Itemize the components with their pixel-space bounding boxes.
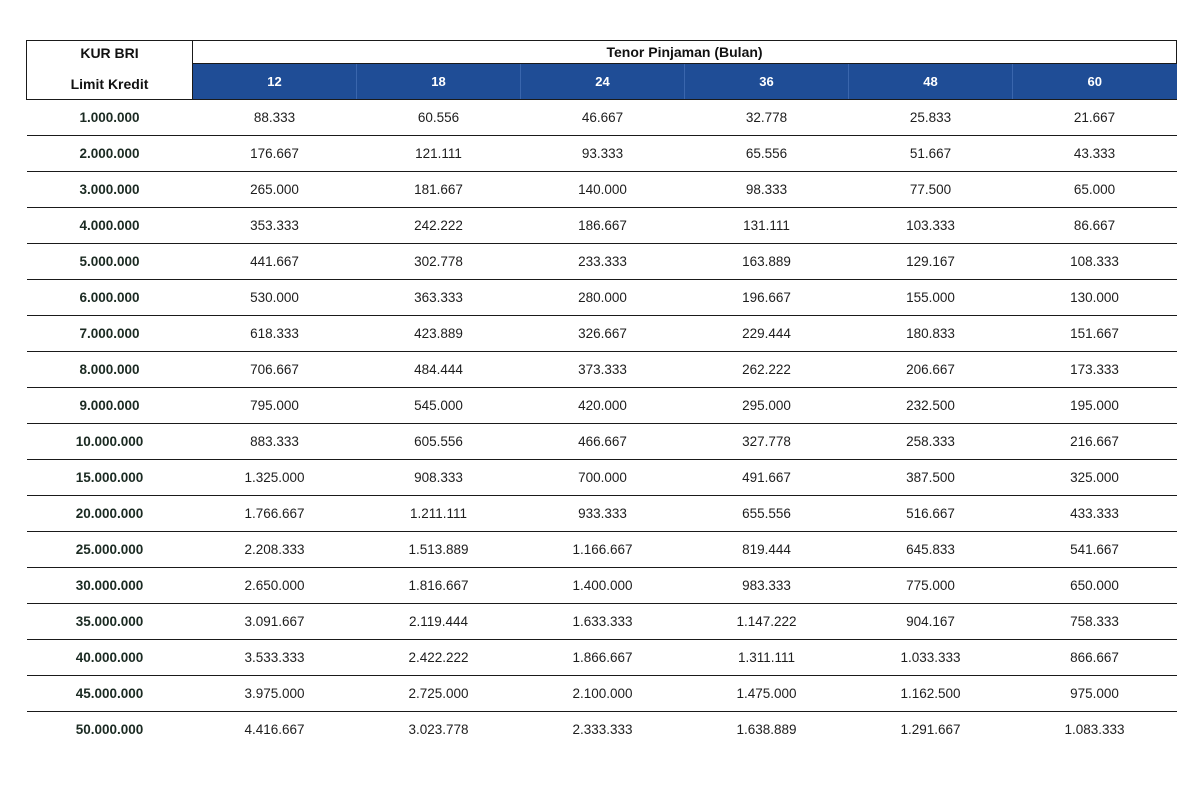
installment-cell-12: 2.650.000 (193, 568, 357, 604)
table-row (27, 460, 1177, 496)
table-row (27, 136, 1177, 172)
installment-cell-60: 541.667 (1013, 532, 1177, 568)
table-body (27, 100, 1177, 748)
installment-cell-12: 3.975.000 (193, 676, 357, 712)
installment-cell-24: 186.667 (521, 208, 685, 244)
installment-cell-48: 904.167 (849, 604, 1013, 640)
installment-cell-36: 196.667 (685, 280, 849, 316)
table-header (27, 41, 1177, 100)
installment-cell-60: 65.000 (1013, 172, 1177, 208)
installment-cell-48: 155.000 (849, 280, 1013, 316)
table-row (27, 676, 1177, 712)
installment-cell-24: 466.667 (521, 424, 685, 460)
installment-cell-48: 645.833 (849, 532, 1013, 568)
installment-cell-18: 423.889 (357, 316, 521, 352)
installment-cell-12: 441.667 (193, 244, 357, 280)
table-row (27, 316, 1177, 352)
installment-cell-48: 129.167 (849, 244, 1013, 280)
installment-cell-36: 1.311.111 (685, 640, 849, 676)
installment-cell-18: 3.023.778 (408, 722, 469, 737)
installment-cell-48: 775.000 (849, 568, 1013, 604)
limit-kredit-cell: 25.000.000 (27, 532, 193, 568)
header-tenor-12: 12 (193, 64, 357, 100)
installment-cell-48: 206.667 (849, 352, 1013, 388)
table-row (27, 352, 1177, 388)
installment-cell-18: 2.119.444 (357, 604, 521, 640)
installment-cell-24: 2.333.333 (572, 722, 633, 737)
installment-cell-36: 32.778 (685, 100, 849, 136)
installment-cell-36: 131.111 (685, 208, 849, 244)
limit-kredit-cell: 5.000.000 (27, 244, 193, 280)
installment-cell-60: 1.083.333 (1064, 722, 1125, 737)
table-row (27, 532, 1177, 568)
installment-cell-24: 420.000 (521, 388, 685, 424)
limit-kredit-cell: 8.000.000 (27, 352, 193, 388)
installment-cell-24: 93.333 (521, 136, 685, 172)
limit-kredit-cell: 3.000.000 (27, 172, 193, 208)
installment-cell-18: 60.556 (357, 100, 521, 136)
installment-cell-48: 258.333 (849, 424, 1013, 460)
limit-kredit-cell: 45.000.000 (27, 676, 193, 712)
installment-cell-12: 2.208.333 (193, 532, 357, 568)
installment-cell-12: 353.333 (193, 208, 357, 244)
installment-cell-24: 46.667 (521, 100, 685, 136)
installment-cell-18: 1.513.889 (357, 532, 521, 568)
installment-cell-60: 130.000 (1013, 280, 1177, 316)
installment-cell-24: 700.000 (521, 460, 685, 496)
limit-kredit-cell: 15.000.000 (27, 460, 193, 496)
installment-cell-24: 1.633.333 (521, 604, 685, 640)
table-row (27, 496, 1177, 532)
installment-cell-60: 758.333 (1013, 604, 1177, 640)
header-tenor-title: Tenor Pinjaman (Bulan) (193, 41, 1177, 64)
table-row (27, 604, 1177, 640)
installment-cell-24: 933.333 (521, 496, 685, 532)
installment-cell-60: 151.667 (1013, 316, 1177, 352)
installment-cell-24: 1.166.667 (521, 532, 685, 568)
installment-cell-60: 86.667 (1013, 208, 1177, 244)
installment-cell-36: 163.889 (685, 244, 849, 280)
limit-kredit-cell: 6.000.000 (27, 280, 193, 316)
table-row (27, 388, 1177, 424)
installment-cell-60: 108.333 (1013, 244, 1177, 280)
limit-kredit-cell: 10.000.000 (27, 424, 193, 460)
installment-cell-36: 491.667 (685, 460, 849, 496)
table-row (27, 568, 1177, 604)
table-row (27, 172, 1177, 208)
header-tenor-48: 48 (849, 64, 1013, 100)
installment-cell-36: 1.475.000 (685, 676, 849, 712)
header-limit-kredit-label: Limit Kredit (70, 76, 149, 92)
limit-kredit-cell: 50.000.000 (75, 722, 144, 737)
installment-cell-12: 1.325.000 (193, 460, 357, 496)
installment-cell-12: 1.766.667 (193, 496, 357, 532)
installment-cell-12: 795.000 (193, 388, 357, 424)
limit-kredit-cell: 9.000.000 (27, 388, 193, 424)
kur-bri-installment-table (26, 40, 1177, 747)
installment-cell-60: 975.000 (1013, 676, 1177, 712)
installment-cell-48: 103.333 (849, 208, 1013, 244)
installment-cell-12: 530.000 (193, 280, 357, 316)
limit-kredit-cell: 4.000.000 (27, 208, 193, 244)
installment-cell-12: 176.667 (193, 136, 357, 172)
installment-cell-18: 302.778 (357, 244, 521, 280)
installment-cell-36: 98.333 (685, 172, 849, 208)
installment-cell-60: 866.667 (1013, 640, 1177, 676)
limit-kredit-cell: 30.000.000 (27, 568, 193, 604)
installment-cell-36: 327.778 (685, 424, 849, 460)
installment-cell-48: 1.162.500 (849, 676, 1013, 712)
installment-cell-18: 484.444 (357, 352, 521, 388)
header-row-title (27, 41, 1177, 64)
installment-cell-48: 25.833 (849, 100, 1013, 136)
limit-kredit-cell: 7.000.000 (27, 316, 193, 352)
installment-cell-24: 1.400.000 (521, 568, 685, 604)
installment-cell-18: 2.422.222 (357, 640, 521, 676)
installment-cell-36: 1.638.889 (736, 722, 797, 737)
installment-cell-36: 819.444 (685, 532, 849, 568)
table-row (27, 280, 1177, 316)
installment-cell-12: 4.416.667 (244, 722, 305, 737)
installment-cell-48: 77.500 (849, 172, 1013, 208)
table-row (27, 100, 1177, 136)
header-tenor-24: 24 (521, 64, 685, 100)
limit-kredit-cell: 40.000.000 (27, 640, 193, 676)
installment-cell-18: 1.211.111 (357, 496, 521, 532)
table-row (27, 424, 1177, 460)
header-row-tenors (27, 64, 1177, 100)
header-tenor-18: 18 (357, 64, 521, 100)
installment-cell-18: 242.222 (357, 208, 521, 244)
installment-cell-18: 545.000 (357, 388, 521, 424)
installment-cell-36: 1.147.222 (685, 604, 849, 640)
limit-kredit-cell: 35.000.000 (27, 604, 193, 640)
header-limit-cell (27, 41, 193, 100)
installment-cell-18: 2.725.000 (357, 676, 521, 712)
header-tenor-60: 60 (1013, 64, 1177, 100)
header-kur-bri-label: KUR BRI (80, 45, 139, 61)
installment-cell-18: 605.556 (357, 424, 521, 460)
installment-cell-36: 655.556 (685, 496, 849, 532)
installment-cell-36: 983.333 (685, 568, 849, 604)
installment-cell-36: 295.000 (685, 388, 849, 424)
installment-cell-24: 140.000 (521, 172, 685, 208)
installment-cell-18: 363.333 (357, 280, 521, 316)
installment-cell-12: 706.667 (193, 352, 357, 388)
installment-cell-24: 373.333 (521, 352, 685, 388)
installment-cell-48: 232.500 (849, 388, 1013, 424)
table-row (27, 640, 1177, 676)
installment-cell-60: 195.000 (1013, 388, 1177, 424)
installment-cell-60: 43.333 (1013, 136, 1177, 172)
installment-cell-36: 229.444 (685, 316, 849, 352)
installment-cell-48: 516.667 (849, 496, 1013, 532)
installment-cell-18: 121.111 (357, 136, 521, 172)
installment-cell-12: 618.333 (193, 316, 357, 352)
installment-cell-36: 65.556 (685, 136, 849, 172)
installment-cell-18: 1.816.667 (357, 568, 521, 604)
limit-kredit-cell: 20.000.000 (27, 496, 193, 532)
installment-cell-60: 650.000 (1013, 568, 1177, 604)
installment-cell-12: 88.333 (193, 100, 357, 136)
installment-cell-48: 1.033.333 (849, 640, 1013, 676)
installment-cell-12: 265.000 (193, 172, 357, 208)
installment-cell-36: 262.222 (685, 352, 849, 388)
installment-cell-60: 173.333 (1013, 352, 1177, 388)
installment-cell-12: 883.333 (193, 424, 357, 460)
installment-cell-60: 216.667 (1013, 424, 1177, 460)
installment-cell-24: 326.667 (521, 316, 685, 352)
installment-cell-24: 1.866.667 (521, 640, 685, 676)
limit-kredit-cell: 1.000.000 (27, 100, 193, 136)
installment-cell-60: 433.333 (1013, 496, 1177, 532)
installment-cell-60: 21.667 (1013, 100, 1177, 136)
installment-cell-48: 387.500 (849, 460, 1013, 496)
installment-cell-18: 181.667 (357, 172, 521, 208)
table-row (27, 208, 1177, 244)
installment-cell-12: 3.091.667 (193, 604, 357, 640)
installment-cell-48: 1.291.667 (900, 722, 961, 737)
table-row (27, 712, 1177, 748)
header-tenor-36: 36 (685, 64, 849, 100)
limit-kredit-cell: 2.000.000 (27, 136, 193, 172)
installment-cell-24: 2.100.000 (521, 676, 685, 712)
table-row (27, 244, 1177, 280)
installment-cell-60: 325.000 (1013, 460, 1177, 496)
installment-cell-48: 180.833 (849, 316, 1013, 352)
installment-cell-18: 908.333 (357, 460, 521, 496)
installment-cell-48: 51.667 (849, 136, 1013, 172)
installment-cell-24: 280.000 (521, 280, 685, 316)
installment-cell-12: 3.533.333 (193, 640, 357, 676)
installment-cell-24: 233.333 (521, 244, 685, 280)
